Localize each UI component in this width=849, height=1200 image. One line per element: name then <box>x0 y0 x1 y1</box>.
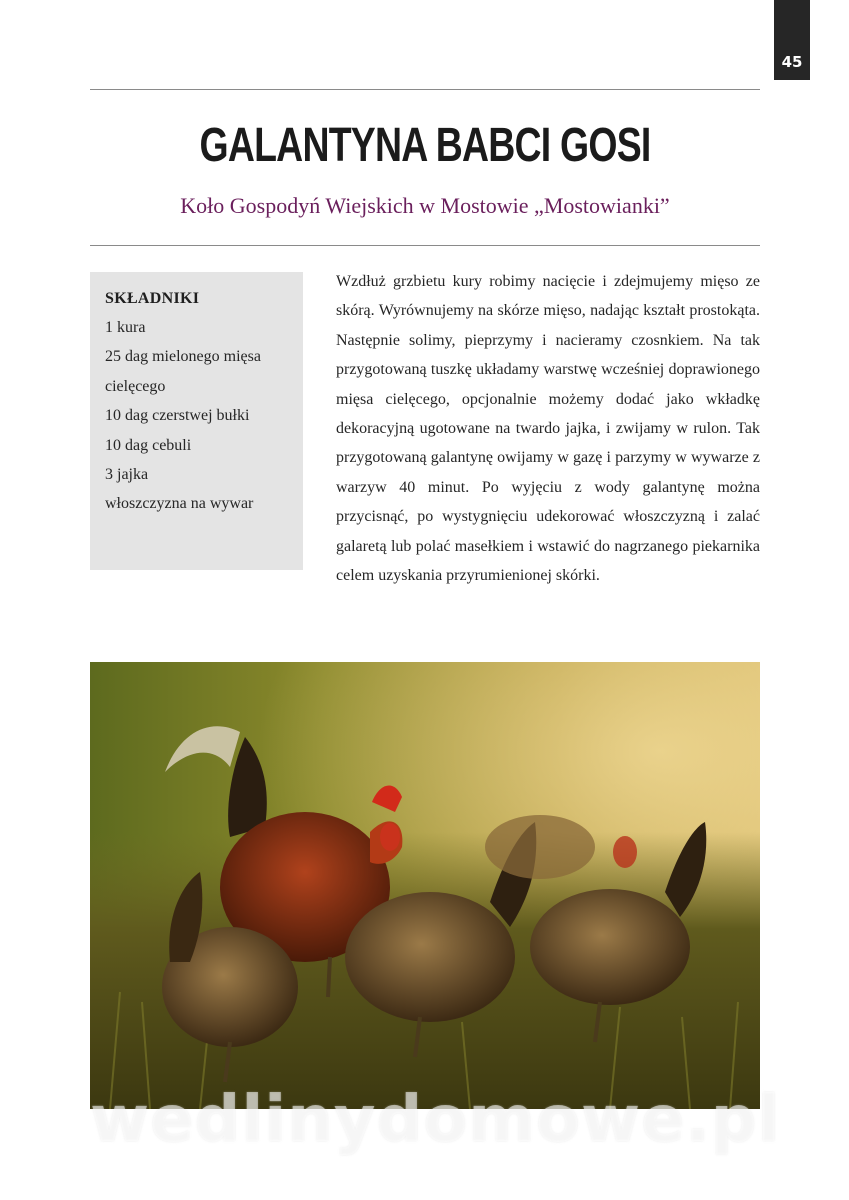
ingredients-heading: SKŁADNIKI <box>105 290 200 307</box>
page-number: 45 <box>781 53 803 71</box>
ingredient-item: 25 dag mielonego mięsa <box>105 348 261 366</box>
recipe-subtitle: Koło Gospodyń Wiejskich w Mostowie „Mostowianki” <box>180 193 670 218</box>
header-divider <box>90 245 760 246</box>
recipe-title: GALANTYNA BABCI GOSI <box>199 119 651 172</box>
ingredient-item: 10 dag cebuli <box>105 436 192 454</box>
ingredient-item: cielęcego <box>105 377 166 395</box>
page-number-tab <box>774 0 810 80</box>
chickens-photo-illustration <box>90 662 760 1109</box>
ingredient-item: 3 jajka <box>105 466 149 484</box>
chickens-photo <box>90 662 760 1109</box>
ingredients-box <box>90 272 303 570</box>
ingredients-list <box>105 313 303 519</box>
ingredient-item: 10 dag czerstwej bułki <box>105 407 250 425</box>
ingredient-item: włoszczyzna na wywar <box>105 495 254 513</box>
watermark: wedlinydomowe.pl <box>90 1083 781 1157</box>
method-text: Wzdłuż grzbietu kury robimy nacięcie i zdejmujemy mięso ze skórą. Wyrównujemy na skórze mięso, nadając kształt prostokąta. Następnie solimy, pieprzymy i nacieramy czosnkiem. Na tak przygotowaną tuszkę układamy warstwę wcześniej doprawionego mięsa cielęcego, opcjonalnie możemy dodać jako wkładkę dekoracyjną ugotowane na twardo jajka, i zwijamy w rulon. Tak przygotowaną galantynę owijamy w gazę i parzymy w wywarze z warzyw 40 minut. Po wyjęciu z wody galantynę można przycisnąć, po wystygnięciu udekorować włoszczyzną i zalać galaretą lub polać masełkiem i wstawić do nagrzanego piekarnika celem uzyskania przyrumienionej skórki. <box>336 273 760 585</box>
top-divider <box>90 89 760 90</box>
ingredient-item: 1 kura <box>105 319 146 336</box>
